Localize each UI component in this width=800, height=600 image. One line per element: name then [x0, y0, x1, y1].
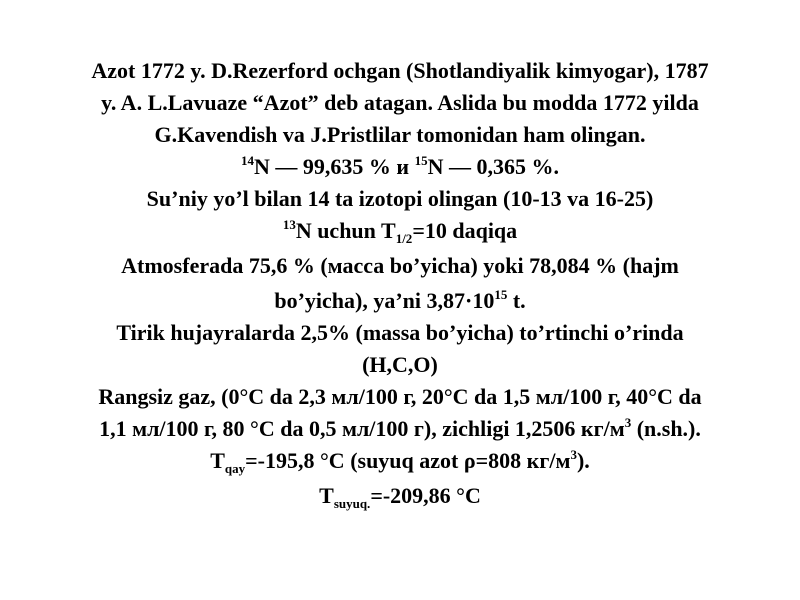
text-line-living-cells [0, 317, 800, 349]
text-living-cells: Tirik hujayralarda 2,5% (massa bo’yicha) to’rtinchi o’rinda [116, 320, 684, 345]
text-line-isotope-abundance [0, 151, 800, 183]
text-artificial-isotopes: Su’niy yo’l bilan 14 ta izotopi olingan (10-13 va 16-25) [146, 186, 654, 211]
text-line-density [0, 413, 800, 445]
text-atmosphere: Atmosferada 75,6 % (масса bo’yicha) yoki 78,084 % (hajm [121, 253, 679, 278]
text-density-conditions: (n.sh.). [631, 416, 701, 441]
text-line-half-life [0, 215, 800, 247]
text-line-elements [0, 349, 800, 381]
abundance-n14: N — 99,635 % и [254, 154, 415, 179]
atmosphere-mass-text: bo’yicha), ya’ni 3,87·10 [274, 288, 495, 313]
atmosphere-mass-unit: t. [507, 288, 526, 313]
boiling-point-close: ). [576, 448, 590, 473]
half-life-label: N uchun T [295, 218, 396, 243]
mass-number-13: 13 [282, 217, 296, 232]
text-also-obtained: G.Kavendish va J.Pristlilar tomonidan ham olingan. [154, 122, 646, 147]
boiling-point-value: =-195,8 °C (suyuq azot ρ=808 кг/м [245, 448, 571, 473]
exponent-3-liquid: 3 [570, 447, 577, 462]
text-discovery-1: Azot 1772 y. D.Rezerford ochgan (Shotlandiyalik kimyogar), 1787 [91, 58, 709, 83]
exponent-3-density: 3 [624, 415, 632, 430]
text-line-melting-point [0, 477, 800, 515]
boiling-subscript: qay [224, 461, 246, 476]
abundance-n15: N — 0,365 %. [427, 154, 559, 179]
text-line-atmosphere [0, 247, 800, 285]
exponent-15: 15 [494, 287, 508, 302]
mass-number-14: 14 [241, 153, 255, 168]
text-line-boiling-point [0, 445, 800, 477]
text-naming: y. A. L.Lavuaze “Azot” deb atagan. Aslida bu modda 1772 yilda [101, 90, 699, 115]
text-density: 1,1 мл/100 г, 80 °C da 0,5 мл/100 г), zichligi 1,2506 кг/м [99, 416, 625, 441]
text-line-artificial-isotopes [0, 183, 800, 215]
melting-subscript: suyuq. [333, 496, 371, 511]
text-line-naming [0, 87, 800, 119]
melting-point-value: =-209,86 °C [370, 483, 481, 508]
text-elements: (H,C,O) [362, 352, 438, 377]
mass-number-15: 15 [414, 153, 428, 168]
half-life-value: =10 daqiqa [412, 218, 518, 243]
boiling-t-symbol: T [210, 448, 225, 473]
text-solubility: Rangsiz gaz, (0°C da 2,3 мл/100 г, 20°C da 1,5 мл/100 г, 40°C da [98, 384, 702, 409]
text-line-solubility [0, 381, 800, 413]
melting-t-symbol: T [319, 483, 334, 508]
half-life-subscript: 1/2 [395, 231, 413, 246]
text-line-discovery [0, 55, 800, 87]
text-line-atmosphere-mass [0, 285, 800, 317]
text-line-also-obtained [0, 119, 800, 151]
